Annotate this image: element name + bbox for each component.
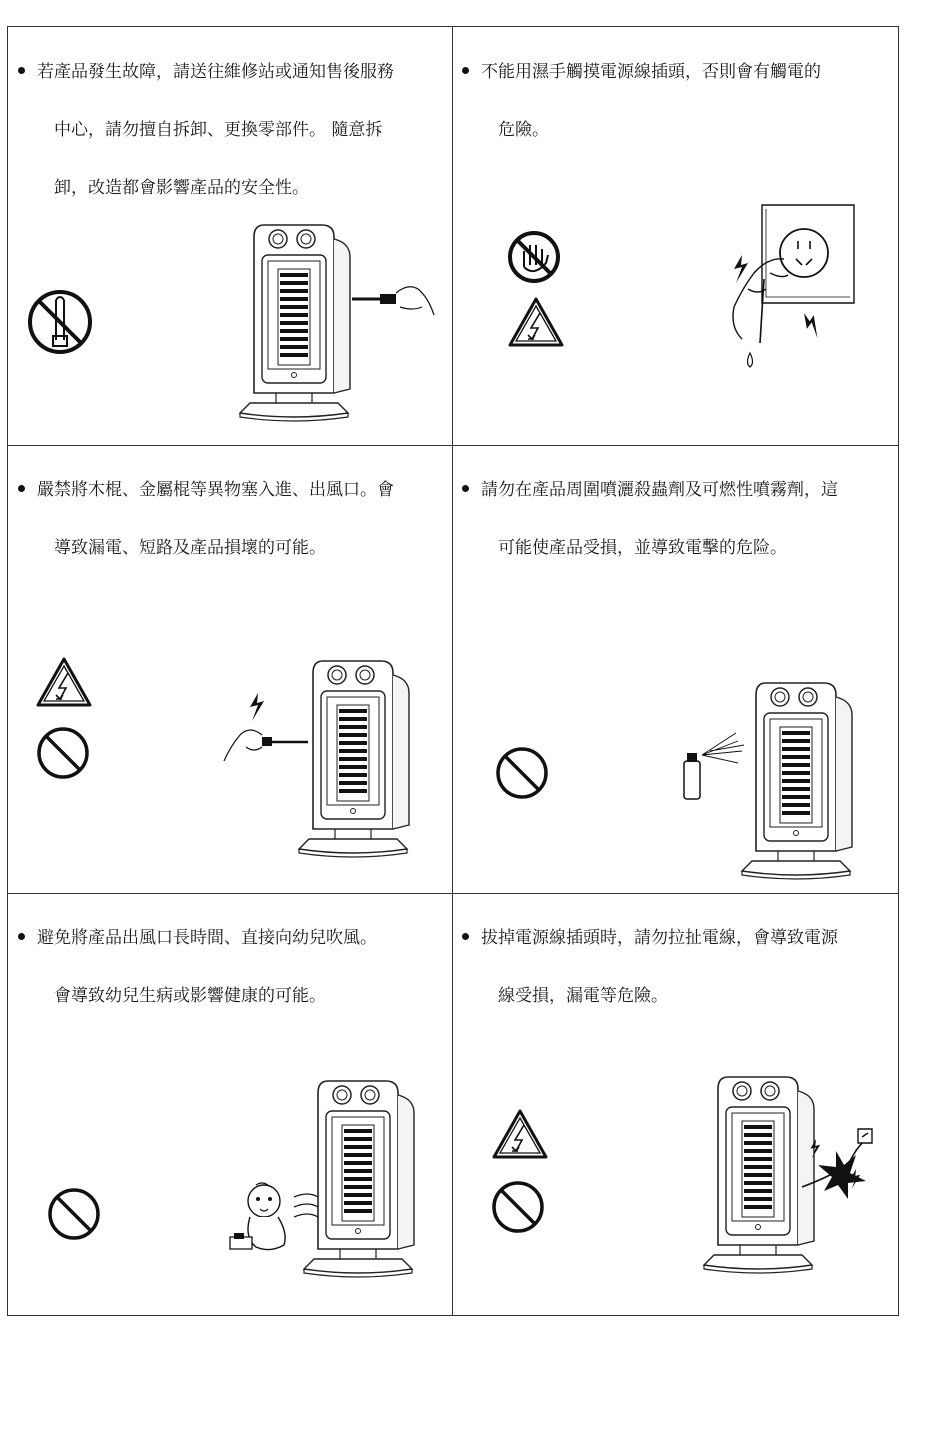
warning-line: 若產品發生故障，請送往維修站或通知售後服務 bbox=[18, 43, 446, 101]
warning-illustration bbox=[452, 445, 900, 893]
prohibited-icon bbox=[50, 1190, 98, 1238]
warning-illustration bbox=[8, 27, 452, 445]
heater-illustration bbox=[304, 1081, 414, 1277]
electric-shock-warning-icon bbox=[494, 1111, 546, 1157]
heater-illustration bbox=[742, 683, 852, 879]
warning-illustration bbox=[452, 27, 900, 445]
warning-cell-foreign-objects bbox=[8, 445, 452, 893]
electric-shock-warning-icon bbox=[38, 659, 90, 705]
heater-illustration bbox=[704, 1077, 814, 1273]
prohibited-icon bbox=[39, 729, 87, 777]
infant-illustration bbox=[230, 1183, 318, 1250]
warning-line: 避免將產品出風口長時間、直接向幼兒吹風。 bbox=[18, 909, 446, 967]
warning-line: 會導致幼兒生病或影響健康的可能。 bbox=[54, 986, 326, 1006]
warning-line: 嚴禁將木棍、金屬棍等異物塞入進、出風口。會 bbox=[18, 461, 446, 519]
warning-line: 危險。 bbox=[498, 120, 549, 140]
warning-line: 線受損，漏電等危險。 bbox=[498, 986, 668, 1006]
warning-line: 請勿在產品周圍噴灑殺蟲劑及可燃性噴霧劑，這 bbox=[462, 461, 894, 519]
rod-hand-illustration bbox=[224, 693, 308, 761]
no-disassembly-icon bbox=[30, 292, 90, 352]
warning-cell-infants bbox=[8, 893, 452, 1317]
heater-illustration bbox=[240, 225, 350, 421]
warning-illustration bbox=[8, 445, 452, 893]
warning-cell-disassembly bbox=[8, 27, 452, 445]
wet-hand-plug-illustration bbox=[733, 205, 854, 367]
warning-line: 可能使產品受損，並導致電擊的危险。 bbox=[498, 538, 787, 558]
prohibited-icon bbox=[494, 1183, 542, 1231]
warning-cell-sprays bbox=[452, 445, 900, 893]
no-wet-hands-icon bbox=[510, 233, 558, 281]
prohibited-icon bbox=[498, 749, 546, 797]
safety-warning-table bbox=[7, 26, 899, 1316]
warning-line: 導致漏電、短路及產品損壞的可能。 bbox=[54, 538, 326, 558]
warning-line: 拔掉電源線插頭時，請勿拉扯電線，會導致電源 bbox=[462, 909, 894, 967]
screwdriver-hand-illustration bbox=[352, 287, 434, 315]
electric-shock-warning-icon bbox=[510, 299, 562, 345]
warning-illustration bbox=[452, 893, 900, 1317]
spray-can-illustration bbox=[684, 733, 744, 799]
heater-illustration bbox=[299, 661, 409, 857]
warning-line: 卸，改造都會影響產品的安全性。 bbox=[54, 178, 309, 198]
warning-line: 不能用濕手觸摸電源線插頭，否則會有觸電的 bbox=[462, 43, 894, 101]
warning-cell-wet-hands bbox=[452, 27, 900, 445]
warning-line: 中心，請勿擅自拆卸、更換零部件。 隨意拆 bbox=[54, 120, 383, 140]
warning-cell-pull-cord bbox=[452, 893, 900, 1317]
warning-illustration bbox=[8, 893, 452, 1317]
